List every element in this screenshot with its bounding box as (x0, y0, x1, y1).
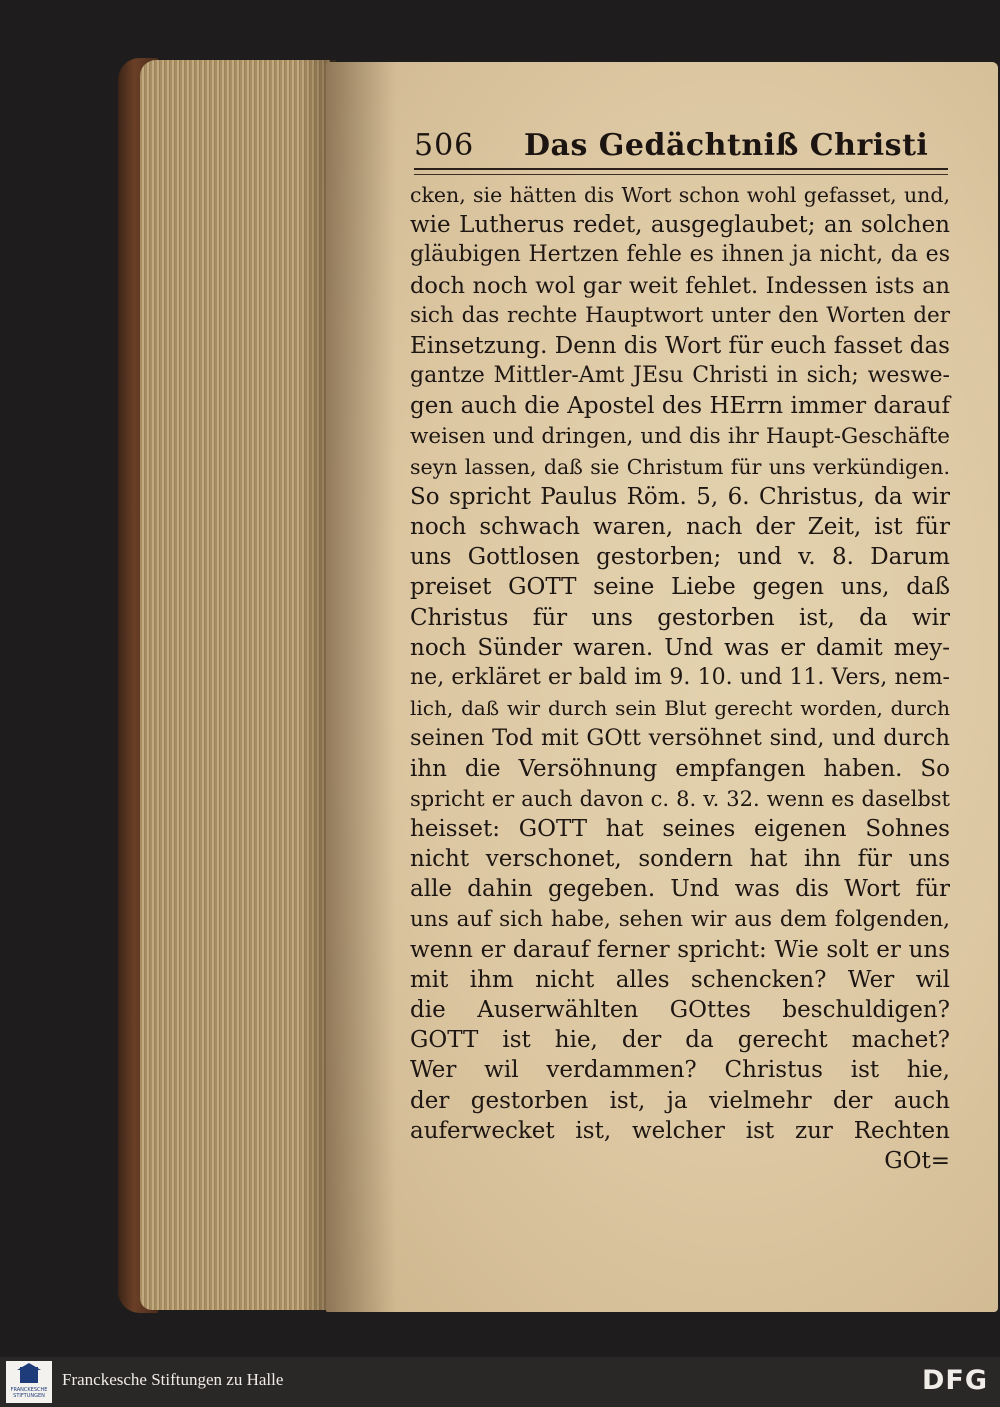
text-line: ne, erkläret er bald im 9. 10. und 11. Vers, nem- (410, 665, 950, 690)
logo-text: FRANCKESCHE STIFTUNGEN (10, 1387, 48, 1399)
text-line: mit ihm nicht alles schencken? Wer wil (410, 966, 950, 993)
header-rule-thin (414, 174, 948, 175)
text-line: ihn die Versöhnung empfangen haben. So (410, 755, 950, 782)
text-line: die Auserwählten GOttes beschuldigen? (410, 997, 950, 1024)
text-line: Christus für uns gestorben ist, da wir (410, 604, 950, 631)
text-line: nicht verschonet, sondern hat ihn für uns (410, 846, 950, 873)
text-line: gläubigen Hertzen fehle es ihnen ja nicht, da es (410, 242, 950, 268)
page-number: 506 (414, 128, 475, 163)
text-line: wie Lutherus redet, ausgeglaubet; an solchen (410, 212, 950, 239)
text-line: uns Gottlosen gestorben; und v. 8. Darum (410, 544, 950, 571)
page-gutter-shadow (326, 62, 396, 1312)
text-line: uns auf sich habe, sehen wir aus dem folgenden, (410, 906, 950, 932)
text-line: gen auch die Apostel des HErrn immer darauf (410, 393, 950, 420)
viewer-footer (0, 1357, 1000, 1407)
text-line: So spricht Paulus Röm. 5, 6. Christus, da wir (410, 483, 950, 510)
text-line: sich das rechte Hauptwort unter den Worten der (410, 302, 950, 328)
building-icon (20, 1367, 38, 1383)
text-line: weisen und dringen, und dis ihr Haupt-Geschäfte (410, 423, 950, 449)
text-line: seyn lassen, daß sie Christum für uns verkündigen. (410, 454, 950, 479)
text-line: noch schwach waren, nach der Zeit, ist für (410, 514, 950, 541)
catchword: GOt= (884, 1148, 950, 1174)
header-rule (414, 168, 948, 170)
text-line: heisset: GOTT hat seines eigenen Sohnes (410, 815, 950, 842)
page-body (410, 180, 950, 1176)
text-line: preiset GOTT seine Liebe gegen uns, daß (410, 574, 950, 601)
text-line: GOTT ist hie, der da gerecht machet? (410, 1027, 950, 1054)
text-line: der gestorben ist, ja vielmehr der auch (410, 1087, 950, 1114)
text-line: seinen Tod mit GOtt versöhnet sind, und durch (410, 725, 950, 752)
text-line: spricht er auch davon c. 8. v. 32. wenn es daselbst (410, 786, 950, 811)
text-line: noch Sünder waren. Und was er damit mey- (410, 634, 950, 661)
text-line: gantze Mittler-Amt JEsu Christi in sich; weswe- (410, 363, 950, 389)
page-header (414, 128, 944, 168)
institution-name[interactable]: Franckesche Stiftungen zu Halle (62, 1370, 284, 1389)
text-line: doch noch wol gar weit fehlet. Indessen ists an (410, 272, 950, 299)
running-title: Das Gedächtniß Christi (524, 128, 929, 163)
text-line: Einsetzung. Denn dis Wort für euch fasset das (410, 332, 950, 359)
text-line: lich, daß wir durch sein Blut gerecht worden, durch (410, 696, 950, 721)
dfg-logo[interactable]: DFG (921, 1365, 988, 1396)
text-line: Wer wil verdammen? Christus ist hie, (410, 1057, 950, 1084)
text-line: cken, sie hätten dis Wort schon wohl gefasset, und, (410, 183, 950, 207)
text-line: alle dahin gegeben. Und was dis Wort für (410, 876, 950, 903)
franckesche-stiftungen-logo[interactable] (6, 1361, 52, 1403)
text-line: auferwecket ist, welcher ist zur Rechten (410, 1117, 950, 1144)
text-line: wenn er darauf ferner spricht: Wie solt er uns (410, 936, 950, 963)
